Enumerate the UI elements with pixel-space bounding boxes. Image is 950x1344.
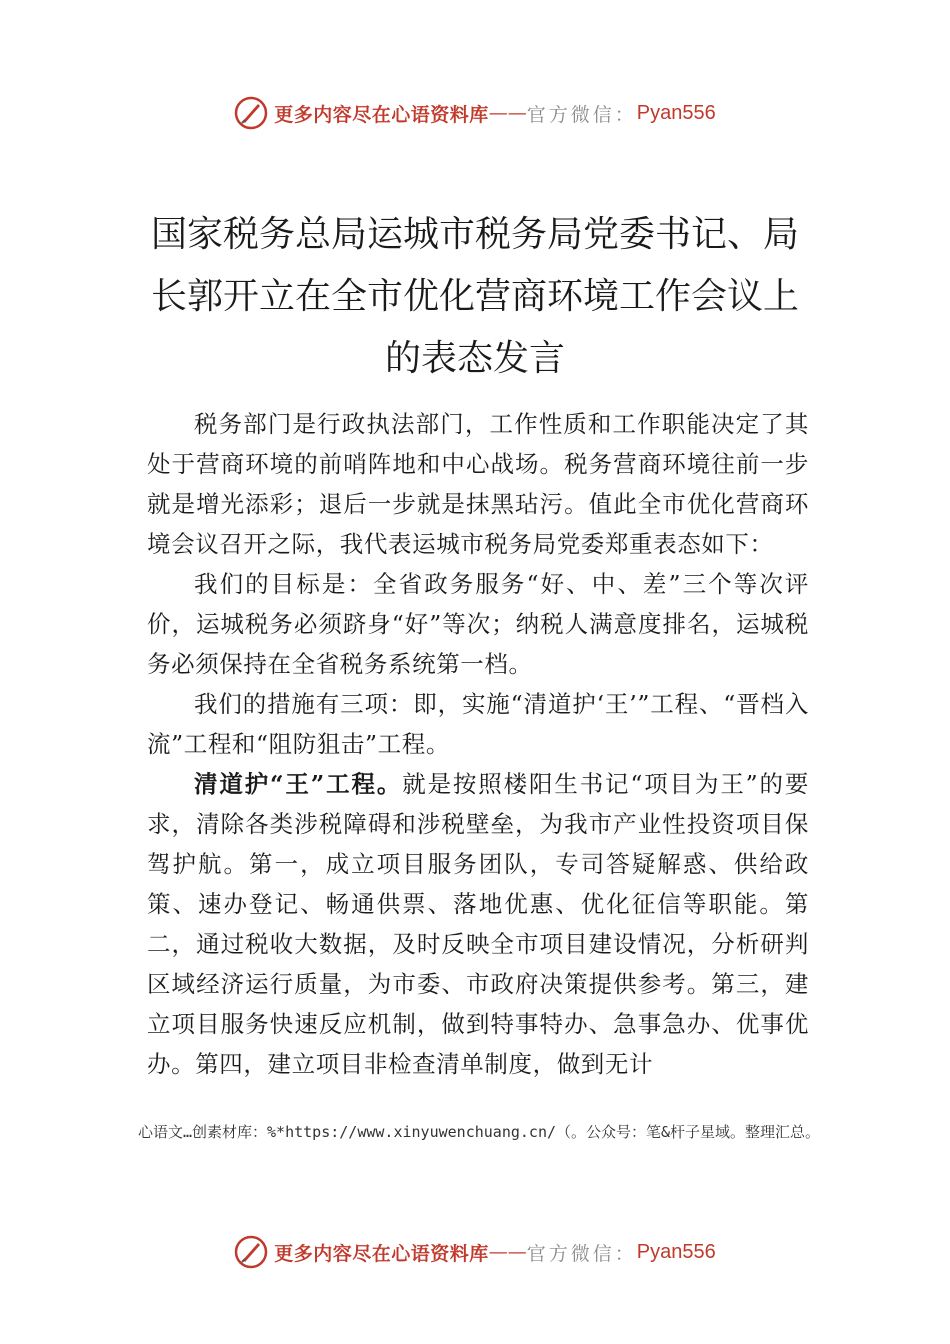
paragraph-intro: 税务部门是行政执法部门，工作性质和工作职能决定了其处于营商环境的前哨阵地和中心战场。税务营商环境往前一步就是增光添彩；退后一步就是抹黑玷污。值此全市优化营商环境会议召开之际，我代表运城市税务局党委郑重表态如下： [147, 410, 809, 558]
banner-dash: —— [488, 102, 527, 124]
section-1-text: 就是按照楼阳生书记“项目为王”的要求，清除各类涉税障碍和涉税壁垒，为我市产业性投资项目保驾护航。第一，成立项目服务团队，专司答疑解惑、供给政策、速办登记、畅通供票、落地优惠、优化征信等职能。第二，通过税收大数据，及时反映全市项目建设情况，分析研判区域经济运行质量，为市委、市政府决策提供参考。第三，建立项目服务快速反应机制，做到特事特办、急事急办、优事优办。第四，建立项目非检查清单制度，做到无计 [147, 770, 809, 1078]
footer-source-note: 心语文…创素材库：%*https://www.xinyuwenchuang.cn/（。公众号：笔&杆子星域。整理汇总。 [138, 1123, 821, 1141]
document-body [147, 404, 809, 1084]
banner-library-text: 更多内容尽在心语资料库 [274, 103, 489, 126]
banner-wechat-label: 官方微信： [526, 1242, 637, 1265]
title-line-2: 长郭开立在全市优化营商环境工作会议上 [150, 276, 799, 318]
banner-dash: —— [488, 1241, 527, 1263]
paragraph-measures: 我们的措施有三项：即，实施“清道护‘王’”工程、“晋档入流”工程和“阻防狙击”工程。 [147, 690, 809, 758]
footer-banner [0, 1232, 950, 1272]
title-line-1: 国家税务总局运城市税务局党委书记、局 [150, 214, 799, 256]
paragraph-goals: 我们的目标是：全省政务服务“好、中、差”三个等次评价，运城税务必须跻身“好”等次；纳税人满意度排名，运城税务必须保持在全省税务系统第一档。 [147, 570, 809, 678]
banner-wechat-label: 官方微信： [526, 103, 637, 126]
quill-pen-icon [234, 1235, 268, 1269]
paragraph-section-1 [147, 764, 809, 1084]
quill-pen-icon [234, 96, 268, 130]
banner-wechat-id: Pyan556 [636, 101, 716, 124]
banner-wechat-id: Pyan556 [636, 1240, 716, 1263]
header-banner [0, 93, 950, 133]
document-title [140, 204, 810, 390]
title-line-3: 的表态发言 [384, 338, 565, 380]
banner-library-text: 更多内容尽在心语资料库 [274, 1242, 489, 1265]
section-1-heading: 清道护“王”工程。 [194, 770, 403, 798]
